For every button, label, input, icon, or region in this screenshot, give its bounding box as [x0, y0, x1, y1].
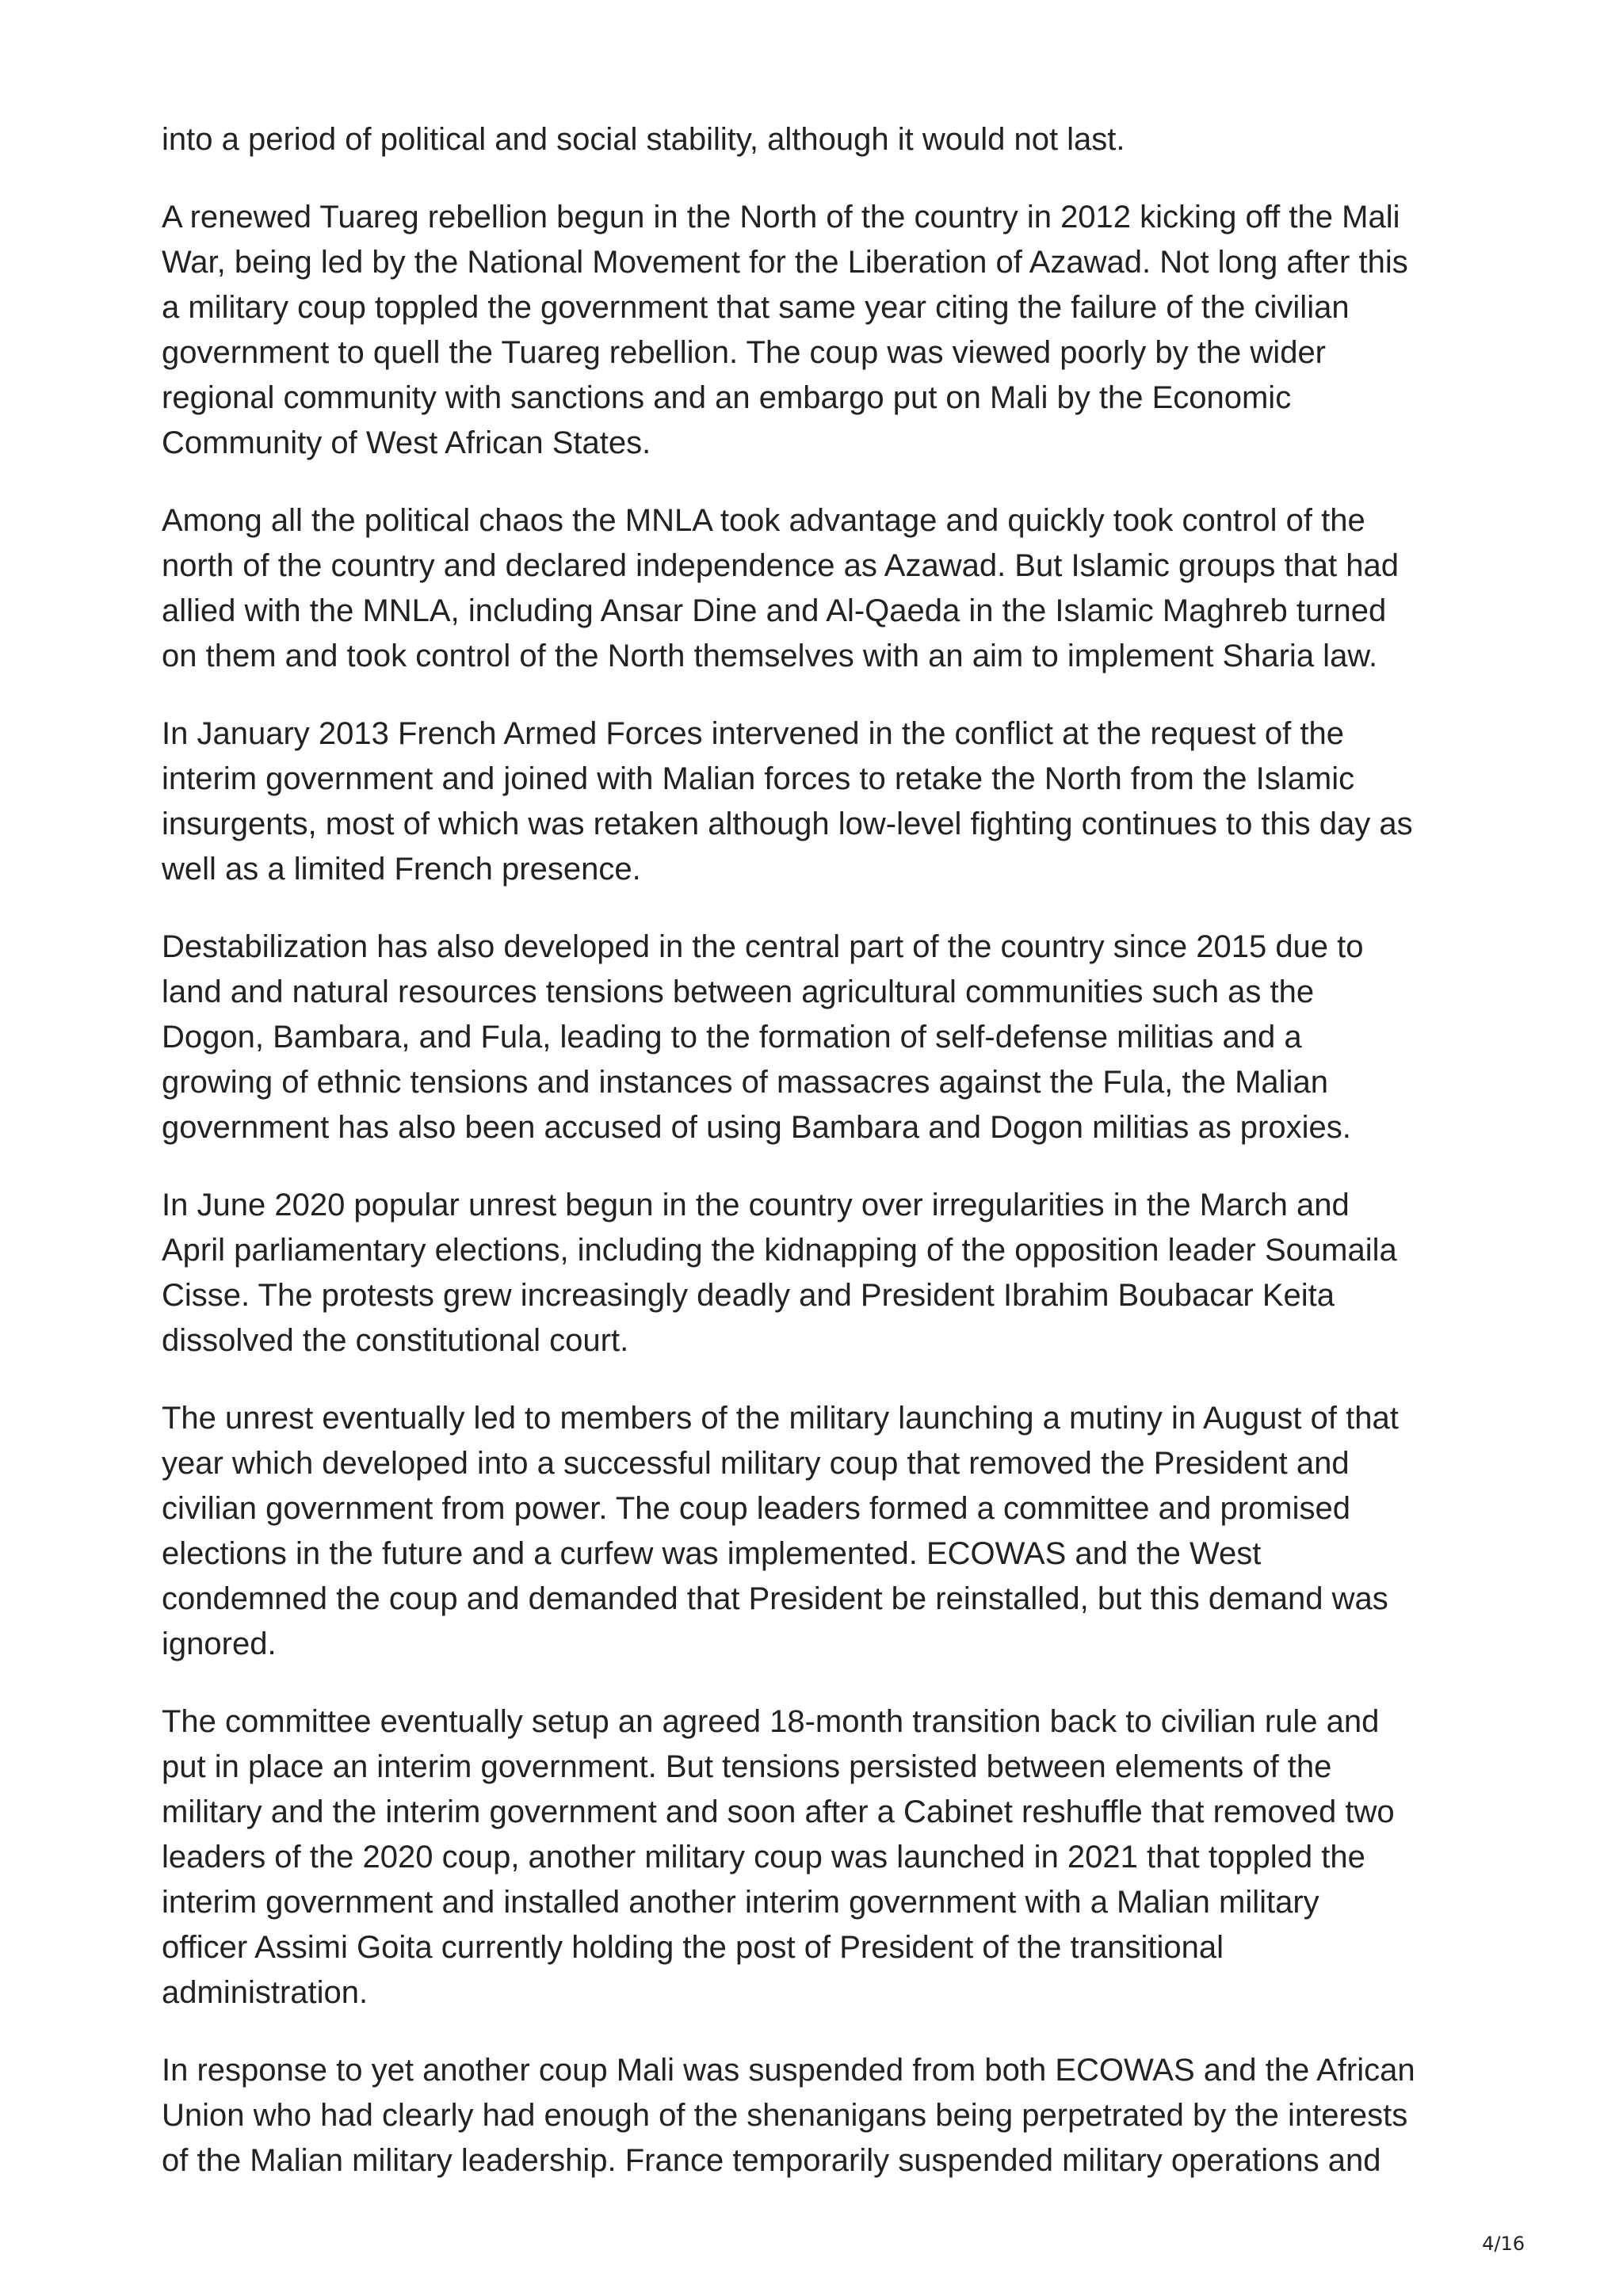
paragraph-suspension: In response to yet another coup Mali was suspended from both ECOWAS and the African Union who had clearly had enough of the shenanigans being perpetrated by the interests of the Malian military leadership. France temporarily suspended military operations and — [162, 2053, 1415, 2178]
paragraph-french-intervention: In January 2013 French Armed Forces intervened in the conflict at the request of the interim government and joined with Malian forces to retake the North from the Islamic insurgents, most of which was retaken although low-level fighting continues to this day as well as a limited French presence. — [162, 716, 1413, 887]
paragraph-destabilization: Destabilization has also developed in the central part of the country since 2015 due to land and natural resources tensions between agricultural communities such as the Dogon, Bambara, and Fula, leading to the formation of self-defense militias and a growing of ethnic tensions and instances of massacres against the Fula, the Malian government has also been accused of using Bambara and Dogon militias as proxies. — [162, 929, 1364, 1145]
document-body — [162, 117, 1477, 2216]
paragraph-tuareg-rebellion: A renewed Tuareg rebellion begun in the North of the country in 2012 kicking off the Mali War, being led by the National Movement for the Liberation of Azawad. Not long after this a military coup toppled the government that same year citing the failure of the civilian government to quell the Tuareg rebellion. The coup was viewed poorly by the wider regional community with sanctions and an embargo put on Mali by the Economic Community of West African States. — [162, 200, 1408, 460]
paragraph-transition-committee: The committee eventually setup an agreed 18-month transition back to civilian rule and put in place an interim government. But tensions persisted between elements of the military and the interim government and soon after a Cabinet reshuffle that removed two leaders of the 2020 coup, another military coup was launched in 2021 that toppled the interim government and installed another interim government with a Malian military officer Assimi Goita currently holding the post of President of the transitional administration. — [162, 1704, 1395, 2010]
paragraph-2020-unrest: In June 2020 popular unrest begun in the country over irregularities in the March and April parliamentary elections, including the kidnapping of the opposition leader Soumaila Cisse. The protests grew increasingly deadly and President Ibrahim Boubacar Keita dissolved the constitutional court. — [162, 1188, 1397, 1358]
paragraph-mutiny-coup: The unrest eventually led to members of the military launching a mutiny in August of that year which developed into a successful military coup that removed the President and civilian government from power. The coup leaders formed a committee and promised elections in the future and a curfew was implemented. ECOWAS and the West condemned the coup and demanded that President be reinstalled, but this demand was ignored. — [162, 1401, 1399, 1661]
paragraph-mnla-azawad: Among all the political chaos the MNLA took advantage and quickly took control of the north of the country and declared independence as Azawad. But Islamic groups that had allied with the MNLA, including Ansar Dine and Al-Qaeda in the Islamic Maghreb turned on them and took control of the North themselves with an aim to implement Sharia law. — [162, 503, 1400, 673]
paragraph-stability: into a period of political and social stability, although it would not last. — [162, 122, 1125, 157]
page-number: 4/16 — [1482, 2233, 1525, 2255]
